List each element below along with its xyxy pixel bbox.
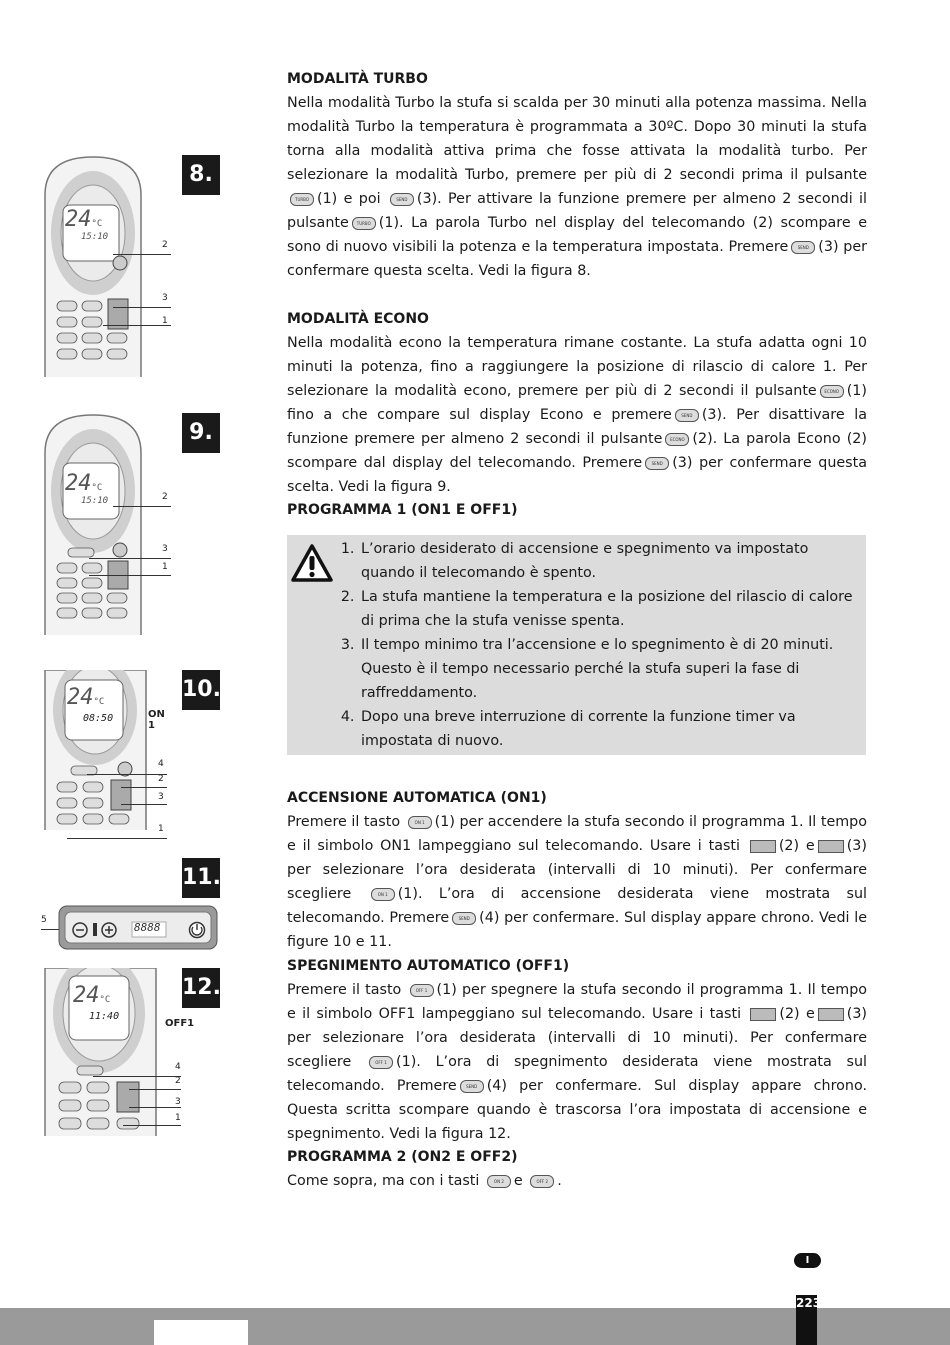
warning-list: [339, 537, 864, 753]
paragraph-off1: Premere il tasto OFF 1 (1) per spegnere la stufa secondo il programma 1. Il tempo e il simbolo OFF1 lampeggiano sul telecomando. Usare i tasti (2) e (3) per selezionare l’ora desiderata (intervalli di 10 minuti). Per confermare scegliere OFF 1 (1). L’ora di spegnimento desiderata viene mostrata sul telecomando. Premere SEND (4) per confermare. Sul display appare chrono. Questa scritta scompare quando è trascorsa l’ora impostata di accensione e spegnimento. Vedi la figura 12.: [287, 982, 868, 1142]
warning-triangle-icon: [290, 543, 334, 583]
callout-line: [67, 838, 167, 839]
send-button-icon: SEND: [452, 912, 476, 925]
callout-label: 3: [175, 1097, 181, 1107]
on1-button-icon: ON 1: [408, 816, 432, 829]
figure-number: 10.: [182, 670, 220, 710]
heading-off1: SPEGNIMENTO AUTOMATICO (OFF1): [287, 958, 570, 974]
paragraph-on1: Premere il tasto ON 1 (1) per accendere la stufa secondo il programma 1. Il tempo e il simbolo ON1 lampeggiano sul telecomando. Usare i tasti (2) e (3) per selezionare l’ora desiderata (intervalli di 10 minuti). Per confermare scegliere ON 1 (1). L’ora di accensione desiderata viene mostrata sul telecomando. Premere SEND (4) per confermare. Sul display appare chrono. Vedi le figure 10 e 11.: [287, 814, 868, 950]
figure-number: 12.: [182, 968, 220, 1008]
figure-8: [43, 155, 173, 377]
panel-digits: 8888: [134, 921, 161, 934]
warning-box: [287, 535, 866, 755]
heading-prog1: PROGRAMMA 1 (ON1 E OFF1): [287, 502, 518, 518]
off2-button-icon: OFF 2: [530, 1175, 554, 1188]
callout-label: 1: [158, 824, 164, 834]
paragraph-prog2: Come sopra, ma con i tasti ON 2 e OFF 2 .: [287, 1173, 562, 1189]
figure-number: 8.: [182, 155, 220, 195]
arrow-up-icon: [750, 1008, 776, 1021]
callout-label: 1: [162, 316, 168, 326]
display-readout: 24°C $^{15:10}$: [65, 207, 109, 242]
send-button-icon: SEND: [645, 457, 669, 470]
section-on1: [287, 786, 867, 954]
send-button-icon: SEND: [791, 241, 815, 254]
callout-line: [123, 1125, 181, 1126]
send-button-icon: SEND: [460, 1080, 484, 1093]
callout-label: 3: [162, 544, 168, 554]
arrow-down-icon: [818, 1008, 844, 1021]
callout-label: 1: [175, 1113, 181, 1123]
callout-line: [113, 254, 171, 255]
section-turbo: [287, 67, 867, 283]
section-prog1: [287, 498, 867, 522]
callout-label: 4: [175, 1062, 181, 1072]
paragraph-turbo: Nella modalità Turbo la stufa si scalda per 30 minuti alla potenza massima. Nella modalità Turbo la temperatura è programmata a 30ºC. Dopo 30 minuti la stufa torna alla modalità attiva prima che fosse attivata la modalità turbo. Per selezionare la modalità Turbo, premere per più di 2 secondi prima il pulsanteTURBO (1) e poi SEND (3). Per attivare la funzione premere per almeno 2 secondi il pulsante TURBO (1). La parola Turbo nel display del telecomando (2) scompare e sono di nuovo visibili la potenza e la temperatura impostata. Premere SEND (3) per confermare questa scelta. Vedi la figura 8.: [287, 95, 868, 279]
turbo-button-icon: TURBO: [290, 193, 314, 206]
callout-line: [87, 774, 167, 775]
callout-label: 2: [162, 240, 168, 250]
display-readout: 24°C $^{08:50}$: [67, 685, 114, 724]
send-button-icon: SEND: [675, 409, 699, 422]
timer-tag: ON 1: [148, 709, 165, 731]
display-readout: 24°C $^{11:40}$: [73, 983, 120, 1022]
callout-label: 3: [162, 293, 168, 303]
arrow-up-icon: [750, 840, 776, 853]
callout-line: [89, 575, 171, 576]
callout-line: [103, 325, 171, 326]
figure-number: 11.: [182, 858, 220, 898]
warning-item: 1. L’orario desiderato di accensione e spegnimento va impostato quando il telecomando è spento.: [359, 537, 864, 585]
warning-item: 2. La stufa mantiene la temperatura e la posizione del rilascio di calore di prima che la stufa venisse spenta.: [359, 585, 864, 633]
callout-label: 3: [158, 792, 164, 802]
callout-line: [113, 506, 171, 507]
figure-10: [43, 670, 173, 842]
callout-line: [121, 787, 167, 788]
figure-9: [43, 413, 173, 635]
warning-item: 3. Il tempo minimo tra l’accensione e lo spegnimento è di 20 minuti. Questo è il tempo necessario perché la stufa superi la fase di raffreddamento.: [359, 633, 864, 705]
arrow-down-icon: [818, 840, 844, 853]
callout-line: [113, 307, 171, 308]
language-badge: I: [794, 1253, 821, 1268]
heading-on1: ACCENSIONE AUTOMATICA (ON1): [287, 790, 547, 806]
callout-line: [89, 558, 171, 559]
section-prog2: [287, 1145, 867, 1193]
timer-tag: OFF1: [165, 1018, 195, 1029]
off1-button-icon: OFF 1: [410, 984, 434, 997]
figure-number: 9.: [182, 413, 220, 453]
section-econo: [287, 307, 867, 499]
heading-prog2: PROGRAMMA 2 (ON2 E OFF2): [287, 1149, 518, 1165]
remote-control-illustration: [43, 413, 143, 635]
page-number: 223: [796, 1295, 817, 1345]
display-readout: 24°C $^{15:10}$: [65, 471, 109, 506]
callout-line: [121, 804, 167, 805]
callout-label: 1: [162, 562, 168, 572]
section-off1: [287, 954, 867, 1146]
figure-12: [43, 968, 195, 1136]
callout-label: 2: [175, 1076, 181, 1086]
econo-button-icon: ECONO: [665, 433, 689, 446]
callout-label: 4: [158, 759, 164, 769]
off1-button-icon: OFF 1: [369, 1056, 393, 1069]
paragraph-econo: Nella modalità econo la temperatura rimane costante. La stufa adatta ogni 10 minuti la potenza, fino a raggiungere la posizione di rilascio di calore 1. Per selezionare la modalità econo, premere per più di 2 secondi il pulsante ECONO (1) fino a che compare sul display Econo e premere SEND (3). Per disattivare la funzione premere per almeno 2 secondi il pulsante ECONO (2). La parola Econo (2) scompare dal display del telecomando. Premere SEND (3) per confermare questa scelta. Vedi la figura 9.: [287, 335, 867, 495]
callout-line: [129, 1107, 181, 1108]
econo-button-icon: ECONO: [820, 385, 844, 398]
figure-11: [38, 905, 220, 950]
heading-econo: MODALITÀ ECONO: [287, 311, 429, 327]
on2-button-icon: ON 2: [487, 1175, 511, 1188]
callout-label: 2: [162, 492, 168, 502]
turbo-button-icon: TURBO: [352, 217, 376, 230]
heading-turbo: MODALITÀ TURBO: [287, 71, 428, 87]
warning-item: 4. Dopo una breve interruzione di corrente la funzione timer va impostata di nuovo.: [359, 705, 864, 753]
callout-label: 5: [41, 915, 47, 925]
footer-box: [154, 1320, 248, 1345]
on1-button-icon: ON 1: [371, 888, 395, 901]
callout-line: [93, 1076, 181, 1077]
remote-control-illustration: [43, 155, 143, 377]
callout-line: [129, 1089, 181, 1090]
send-button-icon: SEND: [390, 193, 414, 206]
callout-label: 2: [158, 774, 164, 784]
